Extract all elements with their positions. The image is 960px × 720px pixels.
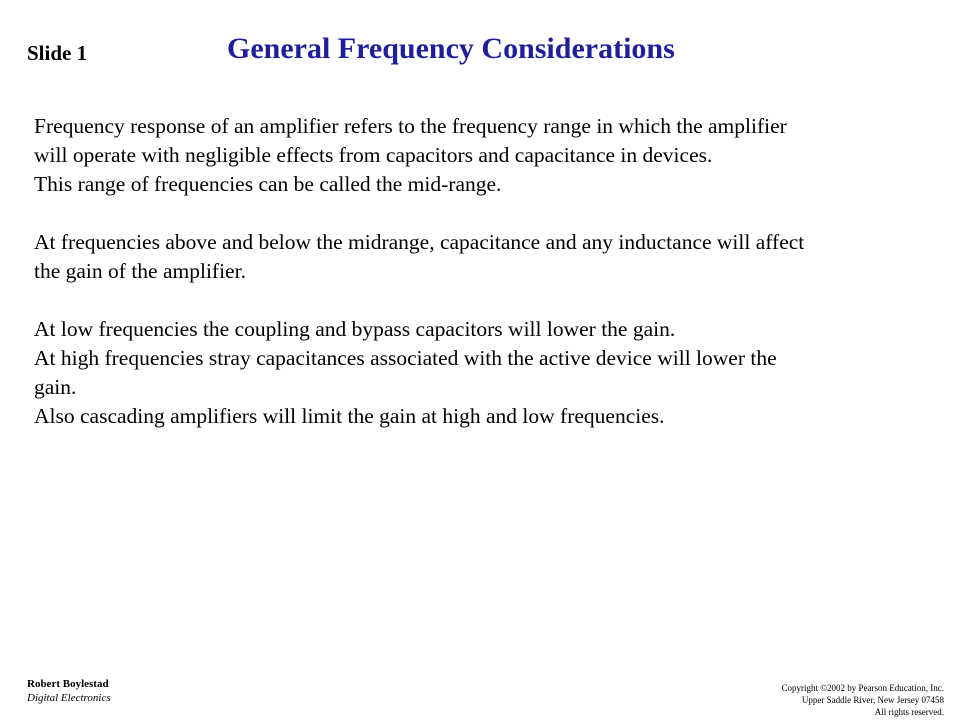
slide-body [34, 112, 934, 460]
body-line: the gain of the amplifier. [34, 259, 246, 283]
footer-book-title: Digital Electronics [27, 692, 111, 704]
body-line: gain. [34, 375, 77, 399]
rights-line: All rights reserved. [874, 707, 944, 717]
slide-title: General Frequency Considerations [227, 32, 675, 65]
slide-number: Slide 1 [27, 41, 88, 65]
body-paragraph [34, 112, 934, 199]
body-paragraph [34, 228, 934, 286]
publisher-address: Upper Saddle River, New Jersey 07458 [801, 695, 944, 705]
body-line: will operate with negligible effects from capacitors and capacitance in devices. [34, 143, 713, 167]
body-line: At frequencies above and below the midrange, capacitance and any inductance will affect [34, 230, 805, 254]
footer-author: Robert Boylestad [27, 678, 109, 690]
body-line: This range of frequencies can be called the mid-range. [34, 172, 502, 196]
body-line: Also cascading amplifiers will limit the gain at high and low frequencies. [34, 404, 665, 428]
body-line: At low frequencies the coupling and bypass capacitors will lower the gain. [34, 317, 676, 341]
footer-copyright [781, 682, 944, 718]
body-paragraph [34, 315, 934, 431]
body-line: At high frequencies stray capacitances associated with the active device will lower the [34, 346, 777, 370]
copyright-line: Copyright ©2002 by Pearson Education, Inc. [781, 683, 944, 693]
footer-credits [27, 677, 111, 705]
body-line: Frequency response of an amplifier refers to the frequency range in which the amplifier [34, 114, 787, 138]
